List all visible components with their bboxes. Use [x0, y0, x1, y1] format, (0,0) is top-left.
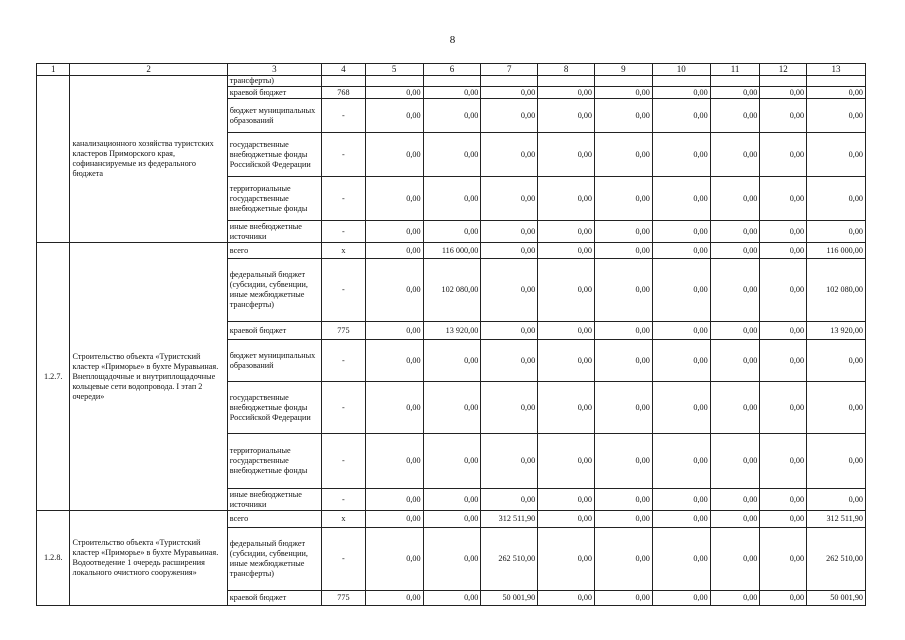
amount-cell: 0,00 — [710, 259, 760, 322]
amount-cell: 0,00 — [538, 221, 595, 243]
amount-cell — [807, 76, 866, 87]
amount-cell: 0,00 — [652, 87, 710, 99]
amount-cell: 0,00 — [807, 489, 866, 511]
funding-source: государственные внебюджетные фонды Российской Федерации — [227, 133, 321, 177]
item-name: Строительство объекта «Туристский кластер «Приморье» в бухте Муравьиная. Внеплощадочные и внутриплощадочные кольцевые сети водопровода. I этап 2 очереди» — [70, 243, 227, 511]
amount-cell: 0,00 — [652, 528, 710, 591]
amount-cell: 0,00 — [807, 99, 866, 133]
amount-cell: 0,00 — [538, 434, 595, 489]
amount-cell: 0,00 — [365, 177, 423, 221]
amount-cell: 0,00 — [365, 221, 423, 243]
table-row — [37, 511, 866, 528]
amount-cell: 0,00 — [710, 340, 760, 382]
amount-cell: 0,00 — [652, 489, 710, 511]
amount-cell: 0,00 — [423, 340, 481, 382]
amount-cell: 0,00 — [652, 511, 710, 528]
amount-cell: 0,00 — [760, 434, 807, 489]
amount-cell: 0,00 — [538, 591, 595, 606]
amount-cell: 0,00 — [760, 87, 807, 99]
header-cell: 12 — [760, 64, 807, 76]
amount-cell — [365, 76, 423, 87]
amount-cell: 0,00 — [595, 340, 653, 382]
amount-cell: 0,00 — [652, 382, 710, 434]
amount-cell: 0,00 — [760, 259, 807, 322]
amount-cell: 0,00 — [481, 133, 538, 177]
amount-cell: 116 000,00 — [423, 243, 481, 259]
budget-code — [322, 76, 366, 87]
funding-source: всего — [227, 511, 321, 528]
budget-code: - — [322, 133, 366, 177]
amount-cell: 0,00 — [365, 434, 423, 489]
header-cell: 3 — [227, 64, 321, 76]
amount-cell: 0,00 — [807, 87, 866, 99]
amount-cell: 0,00 — [365, 511, 423, 528]
amount-cell: 0,00 — [807, 177, 866, 221]
amount-cell: 262 510,00 — [481, 528, 538, 591]
header-cell: 8 — [538, 64, 595, 76]
amount-cell: 0,00 — [710, 87, 760, 99]
amount-cell: 50 001,90 — [807, 591, 866, 606]
amount-cell: 0,00 — [538, 99, 595, 133]
amount-cell: 0,00 — [710, 434, 760, 489]
amount-cell: 0,00 — [481, 340, 538, 382]
amount-cell: 0,00 — [652, 340, 710, 382]
header-cell: 5 — [365, 64, 423, 76]
amount-cell: 0,00 — [595, 133, 653, 177]
funding-source: государственные внебюджетные фонды Российской Федерации — [227, 382, 321, 434]
amount-cell: 0,00 — [595, 87, 653, 99]
amount-cell: 102 080,00 — [807, 259, 866, 322]
amount-cell: 0,00 — [710, 133, 760, 177]
amount-cell: 0,00 — [423, 133, 481, 177]
amount-cell: 0,00 — [807, 133, 866, 177]
amount-cell: 0,00 — [481, 382, 538, 434]
amount-cell: 0,00 — [423, 528, 481, 591]
amount-cell: 0,00 — [481, 322, 538, 340]
amount-cell: 0,00 — [760, 591, 807, 606]
amount-cell: 0,00 — [365, 382, 423, 434]
funding-source: бюджет муниципальных образований — [227, 340, 321, 382]
header-cell: 4 — [322, 64, 366, 76]
funding-source: краевой бюджет — [227, 591, 321, 606]
amount-cell: 0,00 — [710, 489, 760, 511]
header-cell: 11 — [710, 64, 760, 76]
amount-cell: 0,00 — [481, 177, 538, 221]
budget-code: x — [322, 243, 366, 259]
amount-cell: 0,00 — [710, 322, 760, 340]
amount-cell: 0,00 — [481, 489, 538, 511]
budget-code: - — [322, 382, 366, 434]
amount-cell: 13 920,00 — [423, 322, 481, 340]
amount-cell: 0,00 — [365, 87, 423, 99]
amount-cell: 0,00 — [710, 382, 760, 434]
amount-cell — [423, 76, 481, 87]
amount-cell: 0,00 — [652, 133, 710, 177]
amount-cell: 0,00 — [595, 489, 653, 511]
budget-code: - — [322, 177, 366, 221]
amount-cell — [481, 76, 538, 87]
item-code: 1.2.7. — [37, 243, 70, 511]
amount-cell — [538, 76, 595, 87]
budget-code: 775 — [322, 591, 366, 606]
budget-code: - — [322, 434, 366, 489]
amount-cell: 0,00 — [760, 489, 807, 511]
amount-cell: 0,00 — [710, 528, 760, 591]
amount-cell: 0,00 — [365, 243, 423, 259]
header-cell: 6 — [423, 64, 481, 76]
amount-cell — [595, 76, 653, 87]
header-cell: 13 — [807, 64, 866, 76]
amount-cell: 0,00 — [423, 489, 481, 511]
financing-table — [36, 63, 866, 606]
amount-cell: 0,00 — [423, 221, 481, 243]
amount-cell: 0,00 — [481, 221, 538, 243]
amount-cell: 0,00 — [760, 133, 807, 177]
budget-code: 775 — [322, 322, 366, 340]
amount-cell: 0,00 — [652, 99, 710, 133]
item-name: канализационного хозяйства туристских кластеров Приморского края, софинансируемые из федерального бюджета — [70, 76, 227, 243]
funding-source: федеральный бюджет (субсидии, субвенции, иные межбюджетные трансферты) — [227, 528, 321, 591]
amount-cell: 0,00 — [807, 340, 866, 382]
amount-cell: 0,00 — [652, 221, 710, 243]
item-name: Строительство объекта «Туристский кластер «Приморье» в бухте Муравьиная. Водоотведение 1 очередь расширения локального очистного сооружения» — [70, 511, 227, 606]
amount-cell: 0,00 — [652, 259, 710, 322]
budget-code: 768 — [322, 87, 366, 99]
amount-cell: 0,00 — [538, 243, 595, 259]
header-row — [37, 64, 866, 76]
amount-cell: 0,00 — [710, 591, 760, 606]
amount-cell: 0,00 — [538, 322, 595, 340]
amount-cell: 0,00 — [365, 99, 423, 133]
amount-cell: 0,00 — [538, 177, 595, 221]
amount-cell: 0,00 — [538, 489, 595, 511]
amount-cell: 0,00 — [710, 177, 760, 221]
amount-cell: 0,00 — [710, 221, 760, 243]
amount-cell: 0,00 — [760, 528, 807, 591]
funding-source: бюджет муниципальных образований — [227, 99, 321, 133]
amount-cell: 0,00 — [807, 221, 866, 243]
page-number: 8 — [449, 34, 456, 46]
amount-cell: 0,00 — [595, 177, 653, 221]
header-cell: 7 — [481, 64, 538, 76]
item-code: 1.2.8. — [37, 511, 70, 606]
header-cell: 1 — [37, 64, 70, 76]
amount-cell: 0,00 — [760, 177, 807, 221]
budget-code: - — [322, 259, 366, 322]
item-code — [37, 76, 70, 243]
funding-source: федеральный бюджет (субсидии, субвенции, иные межбюджетные трансферты) — [227, 259, 321, 322]
amount-cell: 0,00 — [595, 591, 653, 606]
amount-cell: 0,00 — [807, 382, 866, 434]
amount-cell: 312 511,90 — [807, 511, 866, 528]
funding-source: всего — [227, 243, 321, 259]
amount-cell: 262 510,00 — [807, 528, 866, 591]
header-cell: 9 — [595, 64, 653, 76]
amount-cell: 0,00 — [595, 221, 653, 243]
amount-cell: 0,00 — [481, 99, 538, 133]
funding-source: краевой бюджет — [227, 322, 321, 340]
amount-cell — [652, 76, 710, 87]
funding-source: трансферты) — [227, 76, 321, 87]
table-row — [37, 243, 866, 259]
amount-cell: 0,00 — [481, 434, 538, 489]
amount-cell: 0,00 — [538, 528, 595, 591]
budget-code: - — [322, 528, 366, 591]
amount-cell: 0,00 — [710, 243, 760, 259]
amount-cell: 0,00 — [423, 382, 481, 434]
header-cell: 10 — [652, 64, 710, 76]
amount-cell: 116 000,00 — [807, 243, 866, 259]
amount-cell: 0,00 — [595, 511, 653, 528]
amount-cell: 0,00 — [760, 243, 807, 259]
amount-cell: 0,00 — [595, 259, 653, 322]
amount-cell: 0,00 — [595, 528, 653, 591]
amount-cell: 0,00 — [760, 99, 807, 133]
amount-cell: 0,00 — [538, 87, 595, 99]
amount-cell: 0,00 — [423, 591, 481, 606]
amount-cell: 0,00 — [365, 489, 423, 511]
amount-cell: 0,00 — [760, 322, 807, 340]
amount-cell: 0,00 — [538, 340, 595, 382]
budget-code: - — [322, 221, 366, 243]
funding-source: территориальные государственные внебюджетные фонды — [227, 177, 321, 221]
header-cell: 2 — [70, 64, 227, 76]
amount-cell: 0,00 — [760, 382, 807, 434]
amount-cell: 0,00 — [423, 87, 481, 99]
amount-cell: 0,00 — [365, 259, 423, 322]
amount-cell: 0,00 — [423, 434, 481, 489]
amount-cell: 50 001,90 — [481, 591, 538, 606]
amount-cell: 0,00 — [538, 511, 595, 528]
amount-cell: 0,00 — [652, 177, 710, 221]
amount-cell: 0,00 — [595, 322, 653, 340]
amount-cell — [710, 76, 760, 87]
amount-cell: 0,00 — [710, 511, 760, 528]
amount-cell: 0,00 — [595, 243, 653, 259]
budget-code: x — [322, 511, 366, 528]
amount-cell — [760, 76, 807, 87]
amount-cell: 0,00 — [595, 99, 653, 133]
amount-cell: 0,00 — [710, 99, 760, 133]
amount-cell: 0,00 — [760, 221, 807, 243]
amount-cell: 0,00 — [538, 133, 595, 177]
funding-source: иные внебюджетные источники — [227, 489, 321, 511]
amount-cell: 102 080,00 — [423, 259, 481, 322]
amount-cell: 0,00 — [423, 177, 481, 221]
amount-cell: 0,00 — [652, 322, 710, 340]
amount-cell: 0,00 — [760, 340, 807, 382]
amount-cell: 0,00 — [595, 434, 653, 489]
amount-cell: 0,00 — [807, 434, 866, 489]
amount-cell: 0,00 — [481, 259, 538, 322]
amount-cell: 0,00 — [423, 511, 481, 528]
amount-cell: 13 920,00 — [807, 322, 866, 340]
amount-cell: 0,00 — [365, 591, 423, 606]
amount-cell: 0,00 — [481, 243, 538, 259]
budget-code: - — [322, 99, 366, 133]
budget-code: - — [322, 489, 366, 511]
amount-cell: 0,00 — [538, 382, 595, 434]
amount-cell: 0,00 — [595, 382, 653, 434]
budget-code: - — [322, 340, 366, 382]
amount-cell: 0,00 — [760, 511, 807, 528]
funding-source: территориальные государственные внебюджетные фонды — [227, 434, 321, 489]
amount-cell: 0,00 — [481, 87, 538, 99]
amount-cell: 0,00 — [365, 340, 423, 382]
amount-cell: 0,00 — [365, 322, 423, 340]
amount-cell: 0,00 — [652, 591, 710, 606]
amount-cell: 0,00 — [652, 434, 710, 489]
funding-source: краевой бюджет — [227, 87, 321, 99]
amount-cell: 0,00 — [365, 528, 423, 591]
amount-cell: 312 511,90 — [481, 511, 538, 528]
amount-cell: 0,00 — [538, 259, 595, 322]
amount-cell: 0,00 — [365, 133, 423, 177]
funding-source: иные внебюджетные источники — [227, 221, 321, 243]
table-row — [37, 76, 866, 87]
amount-cell: 0,00 — [652, 243, 710, 259]
amount-cell: 0,00 — [423, 99, 481, 133]
